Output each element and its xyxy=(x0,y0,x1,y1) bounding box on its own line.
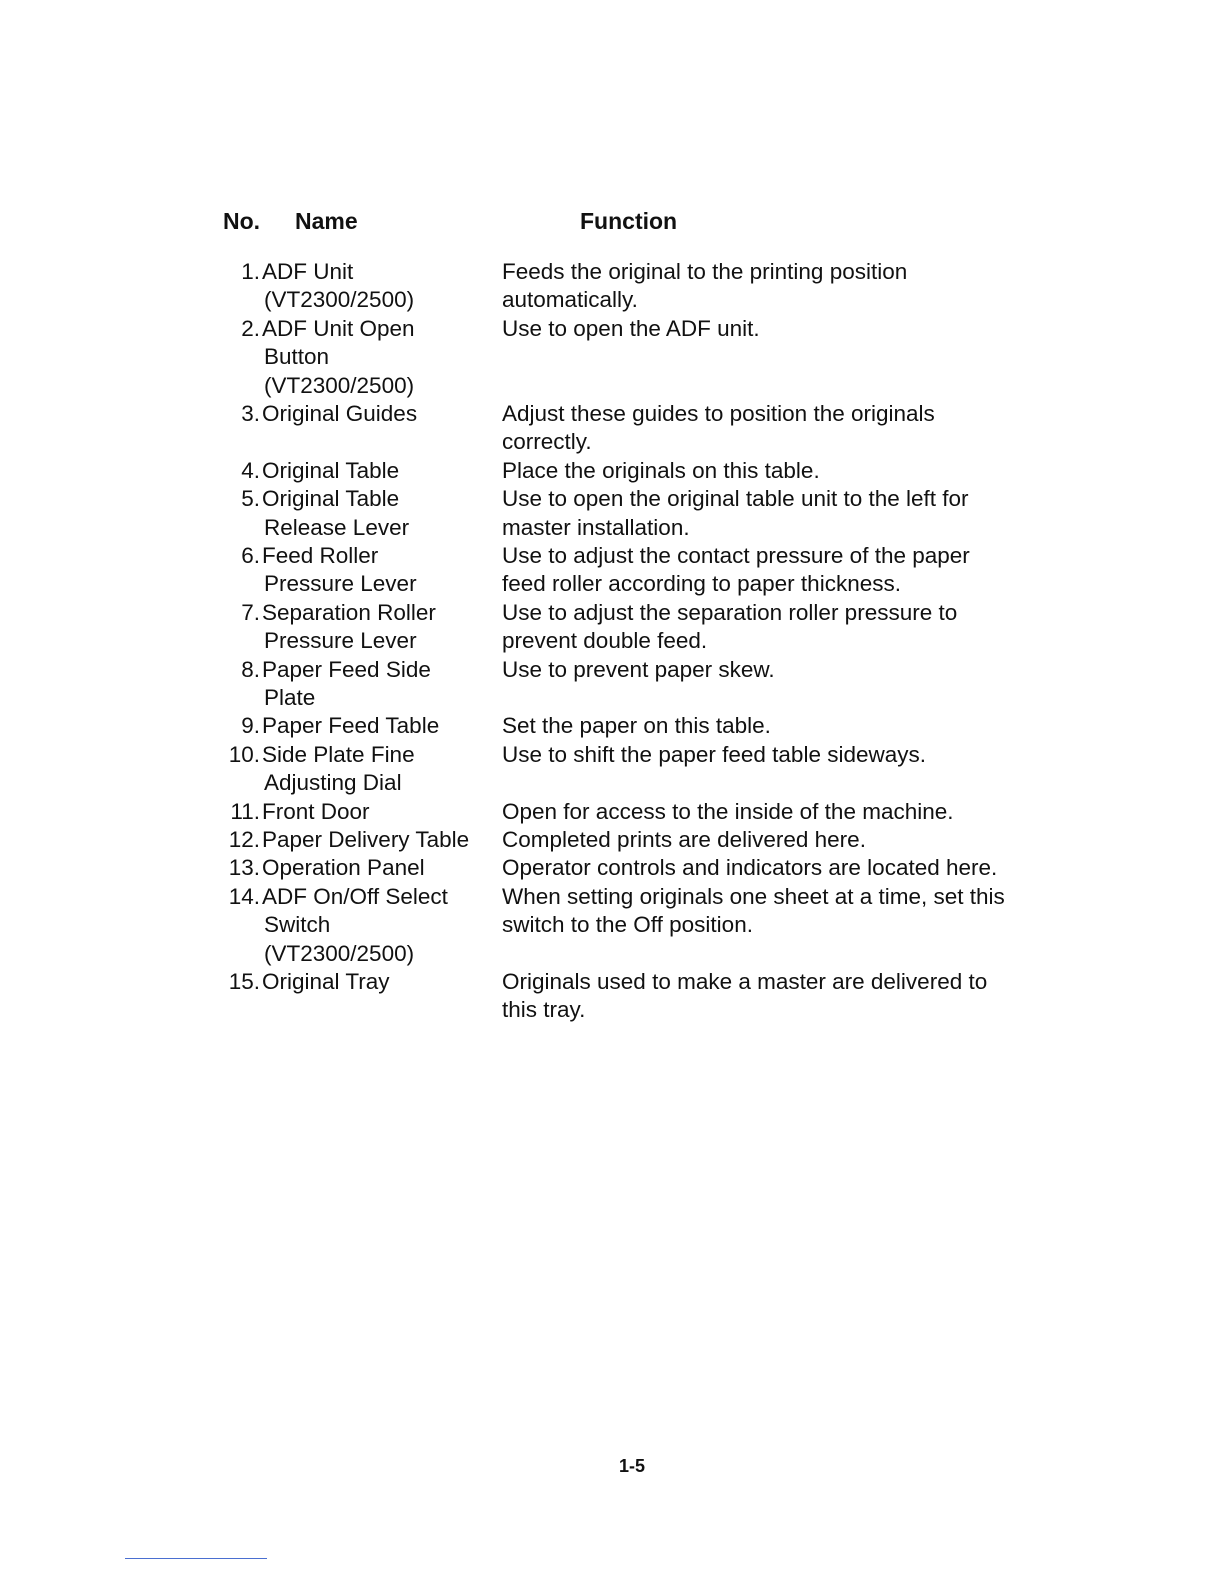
parts-function-table xyxy=(0,258,1224,1025)
table-row xyxy=(0,798,1224,826)
item-name-line: ADF On/Off Select xyxy=(262,883,448,909)
item-name xyxy=(264,826,496,854)
table-row xyxy=(0,485,1224,542)
item-function-line: correctly. xyxy=(502,429,592,455)
item-function xyxy=(502,741,1042,769)
item-function-line: Place the originals on this table. xyxy=(502,457,820,483)
item-name xyxy=(264,258,496,315)
item-name-line: Paper Feed Table xyxy=(262,713,440,739)
page-number: 1-5 xyxy=(618,1456,645,1476)
item-function xyxy=(502,457,1042,485)
item-function-line: this tray. xyxy=(502,997,586,1023)
item-function-line: Use to open the ADF unit. xyxy=(502,315,760,341)
item-function xyxy=(502,599,1042,656)
table-row xyxy=(0,599,1224,656)
item-function xyxy=(502,854,1042,882)
item-name xyxy=(264,599,496,656)
table-row xyxy=(0,457,1224,485)
item-name-line: Original Table xyxy=(262,457,400,483)
item-function-line: When setting originals one sheet at a time, set this xyxy=(502,883,1005,909)
item-function xyxy=(502,315,1042,343)
item-function-line: Adjust these guides to position the originals xyxy=(502,400,935,426)
item-number: 5. xyxy=(241,486,260,512)
item-name-line: Separation Roller xyxy=(262,599,436,625)
item-name xyxy=(264,798,496,826)
item-function-line: master installation. xyxy=(502,514,690,540)
item-function xyxy=(502,883,1042,940)
item-function xyxy=(502,400,1042,457)
item-number: 9. xyxy=(241,713,260,739)
item-name xyxy=(264,457,496,485)
item-name-line: Pressure Lever xyxy=(264,628,417,654)
item-name-line: Original Guides xyxy=(262,400,418,426)
item-number: 1. xyxy=(241,259,260,284)
table-row xyxy=(0,741,1224,798)
column-header-no: No. xyxy=(223,208,261,234)
item-function-line: Feeds the original to the printing position xyxy=(502,259,908,284)
item-name xyxy=(264,854,496,882)
item-number: 10. xyxy=(228,741,260,767)
item-name-line: Switch xyxy=(264,912,331,938)
table-row xyxy=(0,883,1224,968)
table-row xyxy=(0,656,1224,713)
item-number: 12. xyxy=(228,826,260,852)
item-function-line: feed roller according to paper thickness. xyxy=(502,571,901,597)
item-number: 3. xyxy=(241,400,260,426)
item-number: 15. xyxy=(228,968,260,994)
table-row xyxy=(0,968,1224,1025)
item-name xyxy=(264,656,496,713)
item-name-line: Plate xyxy=(264,684,316,710)
item-name xyxy=(264,968,496,996)
item-name-line: Pressure Lever xyxy=(264,571,417,597)
item-number: 4. xyxy=(241,457,260,483)
item-function-line: Completed prints are delivered here. xyxy=(502,826,866,852)
item-number: 13. xyxy=(228,855,260,881)
item-name-line: Original Tray xyxy=(262,968,390,994)
item-function-line: switch to the Off position. xyxy=(502,912,753,938)
table-row xyxy=(0,854,1224,882)
item-number: 11. xyxy=(230,798,260,824)
item-name-line: Release Lever xyxy=(264,514,410,540)
table-row xyxy=(0,542,1224,599)
item-name-line: (VT2300/2500) xyxy=(264,372,415,398)
item-name-line: Original Table xyxy=(262,486,400,512)
item-function-line: prevent double feed. xyxy=(502,628,708,654)
item-function-line: Originals used to make a master are delivered to xyxy=(502,968,988,994)
item-name xyxy=(264,712,496,740)
item-function-line: Set the paper on this table. xyxy=(502,713,771,739)
item-number: 2. xyxy=(241,315,260,341)
item-function-line: Use to adjust the contact pressure of the paper xyxy=(502,542,970,568)
item-name xyxy=(264,315,496,400)
table-row xyxy=(0,826,1224,854)
table-row xyxy=(0,258,1224,315)
item-function xyxy=(502,968,1042,1025)
item-name xyxy=(264,741,496,798)
item-name-line: ADF Unit Open xyxy=(262,315,415,341)
bottom-rule xyxy=(125,1558,267,1559)
item-name-line: Button xyxy=(264,344,330,370)
item-name xyxy=(264,485,496,542)
item-function xyxy=(502,798,1042,826)
item-function-line: automatically. xyxy=(502,287,638,313)
item-function-line: Use to prevent paper skew. xyxy=(502,656,775,682)
column-header-function: Function xyxy=(580,208,678,234)
item-name-line: Adjusting Dial xyxy=(264,770,402,796)
item-name-line: Paper Feed Side xyxy=(262,656,431,682)
column-header-name: Name xyxy=(295,208,358,234)
item-name xyxy=(264,542,496,599)
table-row xyxy=(0,712,1224,740)
item-function-line: Use to open the original table unit to the left for xyxy=(502,486,969,512)
item-function xyxy=(502,656,1042,684)
item-function xyxy=(502,485,1042,542)
item-number: 6. xyxy=(241,542,260,568)
item-name xyxy=(264,883,496,968)
item-function-line: Use to adjust the separation roller pressure to xyxy=(502,599,958,625)
item-number: 7. xyxy=(241,599,260,625)
item-name xyxy=(264,400,496,428)
item-name-line: Front Door xyxy=(262,798,370,824)
item-function xyxy=(502,826,1042,854)
item-number: 14. xyxy=(228,883,260,909)
item-function xyxy=(502,712,1042,740)
table-row xyxy=(0,315,1224,400)
item-name-line: Operation Panel xyxy=(262,855,425,881)
item-name-line: (VT2300/2500) xyxy=(264,940,415,966)
item-function-line: Open for access to the inside of the machine. xyxy=(502,798,954,824)
item-function-line: Operator controls and indicators are located here. xyxy=(502,855,998,881)
item-function-line: Use to shift the paper feed table sideways. xyxy=(502,741,926,767)
table-row xyxy=(0,400,1224,457)
item-function xyxy=(502,258,1042,315)
item-name-line: Feed Roller xyxy=(262,542,379,568)
item-name-line: Side Plate Fine xyxy=(262,741,415,767)
item-name-line: Paper Delivery Table xyxy=(262,826,470,852)
item-number: 8. xyxy=(241,656,260,682)
item-name-line: ADF Unit xyxy=(262,259,354,284)
item-name-line: (VT2300/2500) xyxy=(264,287,415,313)
item-function xyxy=(502,542,1042,599)
